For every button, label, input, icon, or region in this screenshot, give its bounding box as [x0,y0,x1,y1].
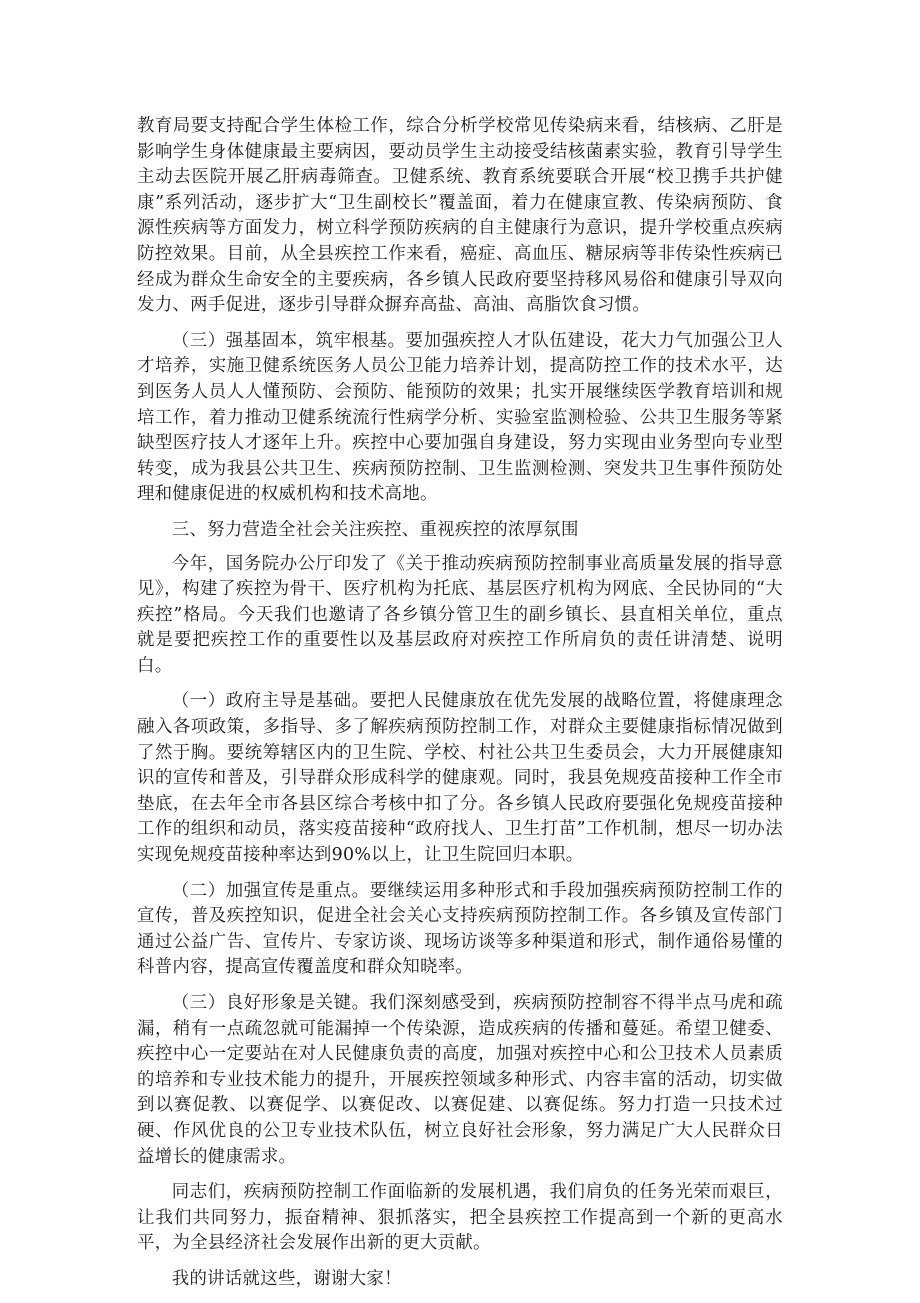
paragraph-good-image: （三）良好形象是关键。我们深刻感受到，疾病预防控制容不得半点马虎和疏漏，稍有一点疏忽就可能漏掉一个传染源，造成疾病的传播和蔓延。希望卫健委、疾控中心一定要站在对人民健康负责的高度，加强对疾控中心和公卫技术人员素质的培养和专业技术能力的提升，开展疾控领域多种形式、内容丰富的活动，切实做到以赛促教、以赛促学、以赛促改、以赛促建、以赛促练。努力打造一只技术过硬、作风优良的公卫专业技术队伍，树立良好社会形象，努力满足广大人民群众日益增长的健康需求。 [137,993,783,1167]
section-heading-three: 三、努力营造全社会关注疾控、重视疾控的浓厚氛围 [171,519,579,540]
paragraph-closing: 同志们，疾病预防控制工作面临新的发展机遇，我们肩负的任务光荣而艰巨，让我们共同努力，振奋精神、狠抓落实，把全县疾控工作提高到一个新的更高水平，为全县经济社会发展作出新的更大贡献。 [137,1182,783,1254]
paragraph-strengthen-foundation: （三）强基固本，筑牢根基。要加强疾控人才队伍建设，花大力气加强公卫人才培养，实施卫健系统医务人员公卫能力培养计划，提高防控工作的技术水平，达到医务人员人人懂预防、会预防、能预防的效果；扎实开展继续医学教育培训和规培工作，着力推动卫健系统流行性病学分析、实验室监测检验、公共卫生服务等紧缺型医疗技人才逐年上升。疾控中心要加强自身建设，努力实现由业务型向专业型转变，成为我县公共卫生、疾病预防控制、卫生监测检测、突发共卫生事件预防处理和健康促进的权威机构和技术高地。 [137,330,783,505]
paragraph-state-council: 今年，国务院办公厅印发了《关于推动疾病预防控制事业高质量发展的指导意见》，构建了疾控为骨干、医疗机构为托底、基层医疗机构为网底、全民协同的“大疾控”格局。今天我们也邀请了各乡镇分管卫生的副乡镇长、县直相关单位，重点就是要把疾控工作的重要性以及基层政府对疾控工作所肩负的责任讲清楚、说明白。 [137,553,783,676]
paragraph-publicity: （二）加强宣传是重点。要继续运用多种形式和手段加强疾病预防控制工作的宣传，普及疾控知识，促进全社会关心支持疾病预防控制工作。各乡镇及宣传部门通过公益广告、宣传片、专家访谈、现场访谈等多种渠道和形式，制作通俗易懂的科普内容，提高宣传覆盖度和群众知晓率。 [137,880,783,978]
paragraph-school-health: 教育局要支持配合学生体检工作，综合分析学校常见传染病来看，结核病、乙肝是影响学生身体健康最主要病因，要动员学生主动接受结核菌素实验，教育引导学生主动去医院开展乙肝病毒筛查。卫健系统、教育系统要联合开展“校卫携手共护健康”系列活动，逐步扩大“卫生副校长”覆盖面，着力在健康宣教、传染病预防、食源性疾病等方面发力，树立科学预防疾病的自主健康行为意识，提升学校重点疾病防控效果。目前，从全县疾控工作来看，癌症、高血压、糖尿病等非传染性疾病已经成为群众生命安全的主要疾病，各乡镇人民政府要坚持移风易俗和健康引导双向发力、两手促进，逐步引导群众摒弃高盐、高油、高脂饮食习惯。 [137,116,783,316]
paragraph-government-lead: （一）政府主导是基础。要把人民健康放在优先发展的战略位置，将健康理念融入各项政策，多指导、多了解疾病预防控制工作，对群众主要健康指标情况做到了然于胸。要统筹辖区内的卫生院、学校、村社公共卫生委员会，大力开展健康知识的宣传和普及，引导群众形成科学的健康观。同时，我县免规疫苗接种工作全市垫底，在去年全市各县区综合考核中扣了分。各乡镇人民政府要强化免规疫苗接种工作的组织和动员，落实疫苗接种“政府找人、卫生打苗”工作机制，想尽一切办法实现免规疫苗接种率达到90%以上，让卫生院回归本职。 [137,691,783,866]
paragraph-thanks: 我的讲话就这些，谢谢大家！ [171,1268,402,1289]
document-page [137,114,783,1303]
